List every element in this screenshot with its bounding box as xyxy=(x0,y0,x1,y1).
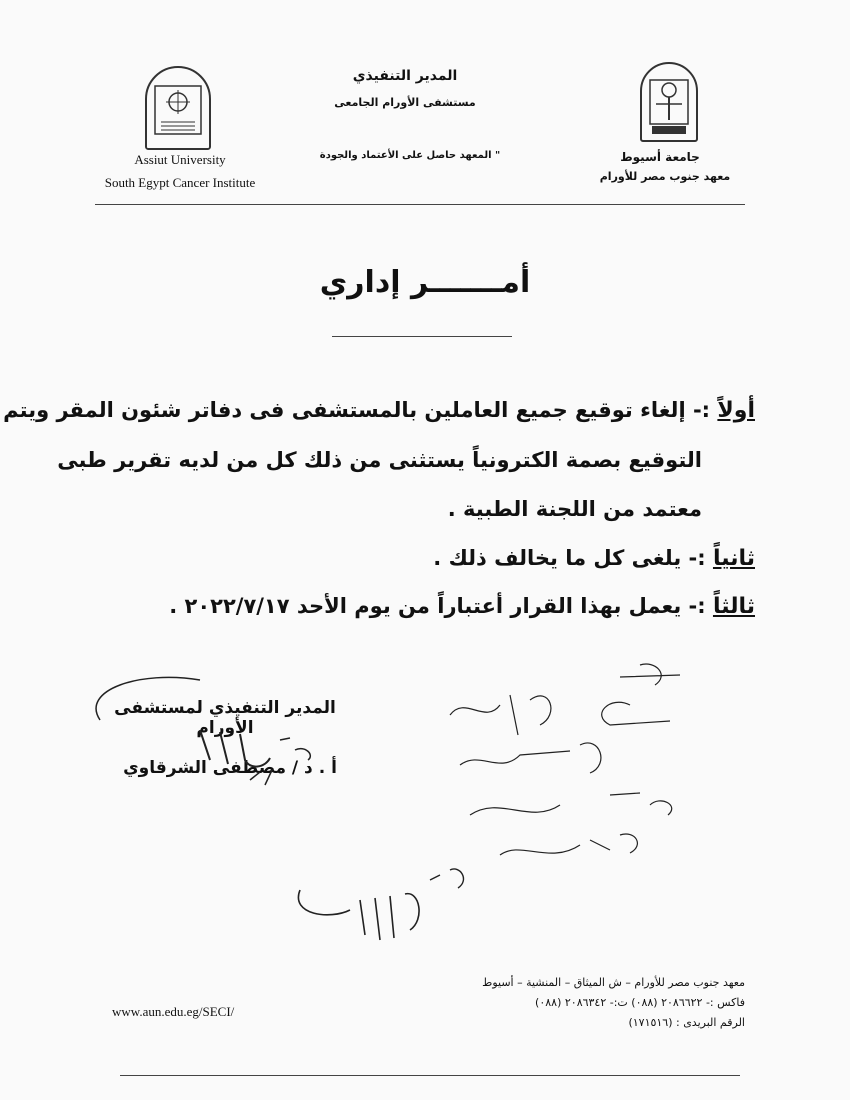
footer-phone: فاكس :- ٢٠٨٦٦٢٢ (٠٨٨) ت:- ٢٠٨٦٣٤٢ (٠٨٨) xyxy=(535,996,745,1009)
signatory-role: المدير التنفيذي لمستشفى الأورام xyxy=(114,698,336,738)
signatory-name: أ . د / مصطفى الشرقاوي xyxy=(123,758,337,778)
handwritten-annotation xyxy=(440,655,700,875)
title-underline xyxy=(332,336,512,337)
header-center-subtitle: مستشفى الأورام الجامعى xyxy=(334,96,476,109)
header-right-institute: معهد جنوب مصر للأورام xyxy=(599,170,731,183)
assiut-university-logo xyxy=(640,62,698,142)
clause-3-text: :- يعمل بهذا القرار أعتباراً من يوم الأحد ٢٠٢٢/٧/١٧ . xyxy=(169,594,706,618)
clause-1-line-2: التوقيع بصمة الكترونياً يستثنى من ذلك كل من لديه تقرير طبى xyxy=(57,448,702,472)
header-center-motto: " المعهد حاصل على الأعتماد والجودة xyxy=(319,150,501,161)
header-left-institute: South Egypt Cancer Institute xyxy=(104,175,256,190)
clause-2-text: :- يلغى كل ما يخالف ذلك . xyxy=(433,546,706,570)
clause-3-lead: ثالثاً xyxy=(712,594,755,619)
clause-1-line-1 xyxy=(3,398,755,423)
clause-1-line-3: معتمد من اللجنة الطبية . xyxy=(447,497,702,521)
document-title: أمـــــــر إداري xyxy=(319,265,531,300)
handwritten-signature xyxy=(80,660,380,790)
clause-3 xyxy=(169,594,755,619)
footer-postal: الرقم البريدى : (١٧١٥١٦) xyxy=(628,1016,745,1029)
header-divider xyxy=(95,204,745,205)
handwritten-initials xyxy=(290,860,490,960)
header-right-university: جامعة أسيوط xyxy=(620,150,700,164)
header-center-title: المدير التنفيذي xyxy=(352,68,458,84)
header-left-university: Assiut University xyxy=(134,152,226,167)
clause-2 xyxy=(433,546,755,571)
clause-1-text: :- إلغاء توقيع جميع العاملين بالمستشفى فى دفاتر شئون المقر ويتم xyxy=(3,398,711,422)
footer-divider xyxy=(120,1075,740,1076)
clause-2-lead: ثانياً xyxy=(712,546,755,571)
clause-1-lead: أولاً xyxy=(717,398,755,423)
seci-logo xyxy=(145,66,211,150)
footer-address: معهد جنوب مصر للأورام – ش الميثاق – المنشية – أسيوط xyxy=(482,976,745,989)
footer-website: www.aun.edu.eg/SECI/ xyxy=(112,1004,235,1019)
